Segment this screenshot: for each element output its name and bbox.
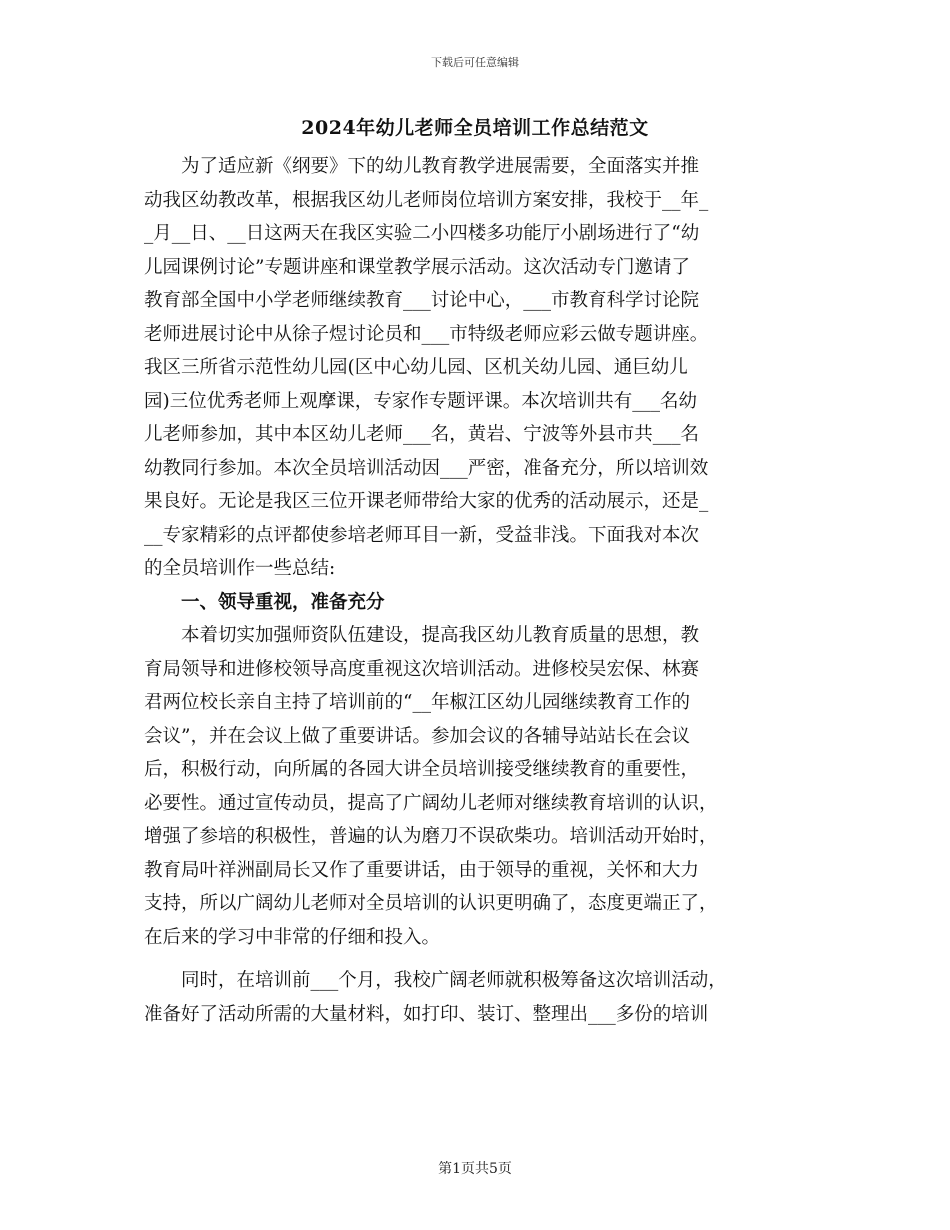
paragraph-line: 同时，在培训前___个月，我校广阔老师就积极筹备这次培训活动， [144, 970, 727, 991]
paragraph-line: _月__日、__日这两天在我区实验二小四楼多功能厅小剧场进行了“幼 [144, 223, 700, 244]
paragraph-line: 会议”，并在会议上做了重要讲话。参加会议的各辅导站站长在会议 [144, 725, 690, 747]
paragraph-line: 教育部全国中小学老师继续教育___讨论中心，___市教育科学讨论院 [144, 290, 700, 311]
page-footer-number: 第1页共5页 [438, 1161, 512, 1177]
paragraph-line: 儿老师参加，其中本区幼儿老师___名，黄岩、宁波等外县市共___名 [144, 424, 700, 445]
paragraph-line: 果良好。无论是我区三位开课老师带给大家的优秀的活动展示，还是_ [144, 491, 709, 512]
document-title: 2024年幼儿老师全员培训工作总结范文 [301, 117, 649, 139]
paragraph-line: 君两位校长亲自主持了培训前的“__年椒江区幼儿园继续教育工作的 [144, 692, 690, 713]
paragraph-line: 支持，所以广阔幼儿老师对全员培训的认识更明确了，态度更端正了， [144, 893, 718, 914]
page-header-note: 下载后可任意编辑 [431, 56, 519, 69]
paragraph-line: 必要性。通过宣传动员，提高了广阔幼儿老师对继续教育培训的认识， [144, 792, 718, 814]
paragraph-spacer [144, 954, 818, 964]
paragraph-line: 育局领导和进修校领导高度重视这次培训活动。进修校吴宏保、林赛 [144, 658, 700, 680]
paragraph-line: 老师进展讨论中从徐子煜讨论员和___市特级老师应彩云做专题讲座。 [144, 323, 709, 345]
paragraph-line: 教育局叶祥洲副局长又作了重要讲话，由于领导的重视，关怀和大力 [144, 859, 700, 881]
paragraph-line: 增强了参培的积极性，普遍的认为磨刀不误砍柴功。培训活动开始时， [144, 826, 718, 847]
section-heading: 一、领导重视，准备充分 [144, 591, 385, 613]
paragraph-line: 本着切实加强师资队伍建设，提高我区幼儿教育质量的思想，教 [144, 625, 700, 646]
document-body [144, 150, 818, 1031]
paragraph-line: 动我区幼教改革，根据我区幼儿老师岗位培训方案安排，我校于__年_ [144, 189, 709, 211]
paragraph-line: 园)三位优秀老师上观摩课，专家作专题评课。本次培训共有___名幼 [144, 390, 697, 412]
paragraph-line: 在后来的学习中非常的仔细和投入。 [144, 926, 441, 948]
paragraph-line: 准备好了活动所需的大量材料，如打印、装订、整理出___多份的培训 [144, 1003, 709, 1025]
paragraph-line: 的全员培训作一些总结: [144, 558, 336, 579]
paragraph-line: __专家精彩的点评都使参培老师耳目一新，受益非浅。下面我对本次 [144, 524, 700, 546]
paragraph-line: 为了适应新《纲要》下的幼儿教育教学进展需要，全面落实并推 [144, 156, 700, 177]
paragraph-line: 后，积极行动，向所属的各园大讲全员培训接受继续教育的重要性， [144, 759, 700, 780]
paragraph-line: 儿园课例讨论”专题讲座和课堂教学展示活动。这次活动专门邀请了 [144, 256, 690, 278]
paragraph-line: 幼教同行参加。本次全员培训活动因___严密，准备充分，所以培训效 [144, 457, 709, 479]
paragraph-line: 我区三所省示范性幼儿园(区中心幼儿园、区机关幼儿园、通巨幼儿 [144, 357, 688, 378]
